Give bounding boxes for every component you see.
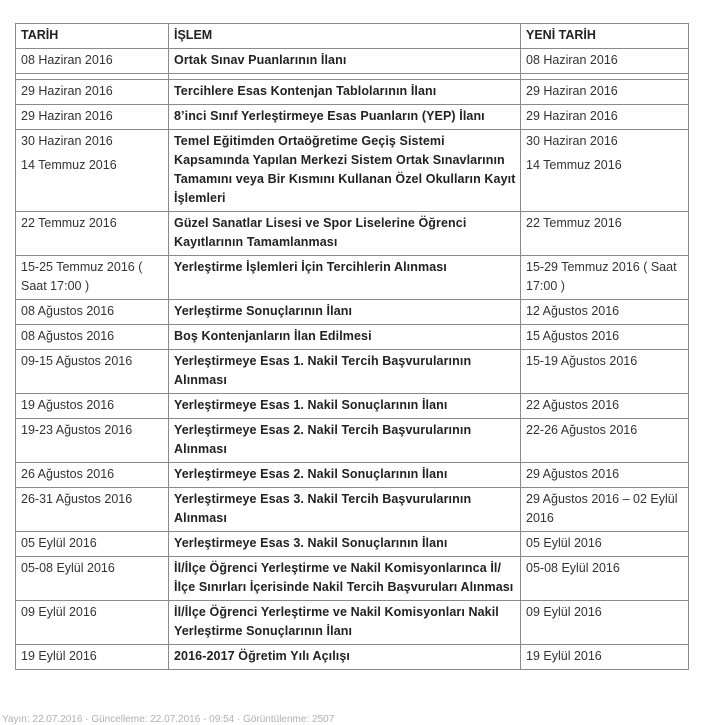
cell-date <box>16 80 169 105</box>
cell-new-date <box>521 394 689 419</box>
table-row <box>16 256 689 300</box>
cell-new-date <box>521 601 689 645</box>
header-operation: İŞLEM <box>169 24 521 49</box>
table-row <box>16 350 689 394</box>
cell-operation: Tercihlere Esas Kontenjan Tablolarının İlanı <box>169 80 521 105</box>
cell-new-date <box>521 463 689 488</box>
cell-date-text: 19 Ağustos 2016 <box>21 398 115 412</box>
cell-new-date <box>521 557 689 601</box>
cell-operation: Yerleştirmeye Esas 2. Nakil Tercih Başvurularının Alınması <box>169 419 521 463</box>
table-row <box>16 488 689 532</box>
cell-new-date <box>521 645 689 670</box>
cell-new-date <box>521 532 689 557</box>
cell-date-text: 30 Haziran 2016 <box>21 134 113 148</box>
cell-new-date <box>521 325 689 350</box>
cell-new-date <box>521 49 689 74</box>
cell-date <box>16 532 169 557</box>
table-row <box>16 557 689 601</box>
schedule-table <box>15 23 689 670</box>
cell-new-date <box>521 212 689 256</box>
page-footer-meta: Yayın: 22.07.2016 · Güncelleme: 22.07.2016 - 09:54 · Görüntülenme: 2507 <box>2 714 335 725</box>
cell-new-date-text: 14 Temmuz 2016 <box>526 158 622 172</box>
cell-date-text: 14 Temmuz 2016 <box>21 158 117 172</box>
cell-date-text: 29 Haziran 2016 <box>21 109 113 123</box>
cell-date-text: 09-15 Ağustos 2016 <box>21 354 133 368</box>
cell-new-date-text: 30 Haziran 2016 <box>526 134 618 148</box>
cell-date <box>16 350 169 394</box>
cell-operation: Yerleştirmeye Esas 1. Nakil Tercih Başvurularının Alınması <box>169 350 521 394</box>
cell-date <box>16 300 169 325</box>
cell-date <box>16 488 169 532</box>
cell-date-text: 09 Eylül 2016 <box>21 605 97 619</box>
cell-date <box>16 419 169 463</box>
header-row <box>16 24 689 49</box>
cell-date-text: 08 Ağustos 2016 <box>21 304 115 318</box>
cell-date <box>16 105 169 130</box>
cell-new-date-text: 29 Ağustos 2016 – 02 Eylül 2016 <box>526 492 678 525</box>
cell-date <box>16 325 169 350</box>
table-row <box>16 212 689 256</box>
cell-operation: Yerleştirmeye Esas 3. Nakil Tercih Başvurularının Alınması <box>169 488 521 532</box>
cell-operation: Temel Eğitimden Ortaöğretime Geçiş Sistemi Kapsamında Yapılan Merkezi Sistem Ortak Sınavlarının Tamamını veya Bir Kısmını Kullanan Özel Okulların Kayıt İşlemleri <box>169 130 521 212</box>
cell-date <box>16 212 169 256</box>
cell-new-date-text: 15 Ağustos 2016 <box>526 329 620 343</box>
cell-operation: 8’inci Sınıf Yerleştirmeye Esas Puanların (YEP) İlanı <box>169 105 521 130</box>
table-row <box>16 601 689 645</box>
cell-date <box>16 130 169 212</box>
cell-operation: Yerleştirmeye Esas 3. Nakil Sonuçlarının İlanı <box>169 532 521 557</box>
cell-new-date-text: 08 Haziran 2016 <box>526 53 618 67</box>
cell-new-date-text: 15-29 Temmuz 2016 ( Saat 17:00 ) <box>526 260 677 293</box>
cell-operation: Güzel Sanatlar Lisesi ve Spor Liselerine Öğrenci Kayıtlarının Tamamlanması <box>169 212 521 256</box>
cell-new-date <box>521 300 689 325</box>
cell-date-text: 26-31 Ağustos 2016 <box>21 492 133 506</box>
cell-operation: 2016-2017 Öğretim Yılı Açılışı <box>169 645 521 670</box>
cell-date-text: 19-23 Ağustos 2016 <box>21 423 133 437</box>
cell-new-date-text: 19 Eylül 2016 <box>526 649 602 663</box>
cell-new-date-text: 09 Eylül 2016 <box>526 605 602 619</box>
cell-new-date-text: 22 Temmuz 2016 <box>526 216 622 230</box>
cell-new-date <box>521 350 689 394</box>
cell-date <box>16 463 169 488</box>
cell-new-date <box>521 80 689 105</box>
table-row <box>16 105 689 130</box>
table-row <box>16 394 689 419</box>
table-row <box>16 130 689 212</box>
cell-operation: Yerleştirmeye Esas 2. Nakil Sonuçlarının İlanı <box>169 463 521 488</box>
cell-operation: Boş Kontenjanların İlan Edilmesi <box>169 325 521 350</box>
cell-operation: Yerleştirme Sonuçlarının İlanı <box>169 300 521 325</box>
cell-date-text: 29 Haziran 2016 <box>21 84 113 98</box>
table-row <box>16 80 689 105</box>
cell-date <box>16 256 169 300</box>
table-row <box>16 463 689 488</box>
cell-new-date-text: 29 Haziran 2016 <box>526 84 618 98</box>
table-row <box>16 419 689 463</box>
table-row <box>16 49 689 74</box>
cell-date <box>16 49 169 74</box>
cell-operation: Yerleştirme İşlemleri İçin Tercihlerin Alınması <box>169 256 521 300</box>
header-date: TARİH <box>16 24 169 49</box>
cell-date-text: 08 Ağustos 2016 <box>21 329 115 343</box>
cell-operation: İl/İlçe Öğrenci Yerleştirme ve Nakil Komisyonlarınca İl/İlçe Sınırları İçerisinde Nakil Tercih Başvuruları Alınması <box>169 557 521 601</box>
table-row <box>16 300 689 325</box>
cell-date-text: 08 Haziran 2016 <box>21 53 113 67</box>
cell-date <box>16 394 169 419</box>
table-row <box>16 325 689 350</box>
cell-new-date <box>521 488 689 532</box>
cell-new-date <box>521 105 689 130</box>
cell-new-date <box>521 419 689 463</box>
cell-operation: İl/İlçe Öğrenci Yerleştirme ve Nakil Komisyonları Nakil Yerleştirme Sonuçlarının İlanı <box>169 601 521 645</box>
table-body <box>16 49 689 670</box>
cell-new-date-text: 29 Ağustos 2016 <box>526 467 620 481</box>
cell-new-date-text: 15-19 Ağustos 2016 <box>526 354 638 368</box>
cell-date <box>16 557 169 601</box>
cell-new-date <box>521 256 689 300</box>
cell-operation: Yerleştirmeye Esas 1. Nakil Sonuçlarının İlanı <box>169 394 521 419</box>
table-row <box>16 532 689 557</box>
cell-date-text: 15-25 Temmuz 2016 ( Saat 17:00 ) <box>21 260 143 293</box>
cell-new-date-text: 05 Eylül 2016 <box>526 536 602 550</box>
cell-date-text: 26 Ağustos 2016 <box>21 467 115 481</box>
cell-new-date-text: 22-26 Ağustos 2016 <box>526 423 638 437</box>
cell-operation: Ortak Sınav Puanlarının İlanı <box>169 49 521 74</box>
cell-date <box>16 645 169 670</box>
header-new-date: YENİ TARİH <box>521 24 689 49</box>
cell-date-text: 19 Eylül 2016 <box>21 649 97 663</box>
cell-date-text: 05 Eylül 2016 <box>21 536 97 550</box>
cell-new-date-text: 12 Ağustos 2016 <box>526 304 620 318</box>
cell-new-date-text: 22 Ağustos 2016 <box>526 398 620 412</box>
cell-date <box>16 601 169 645</box>
cell-date-text: 05-08 Eylül 2016 <box>21 561 115 575</box>
cell-date-text: 22 Temmuz 2016 <box>21 216 117 230</box>
cell-new-date-text: 29 Haziran 2016 <box>526 109 618 123</box>
table-row <box>16 645 689 670</box>
cell-new-date <box>521 130 689 212</box>
cell-new-date-text: 05-08 Eylül 2016 <box>526 561 620 575</box>
